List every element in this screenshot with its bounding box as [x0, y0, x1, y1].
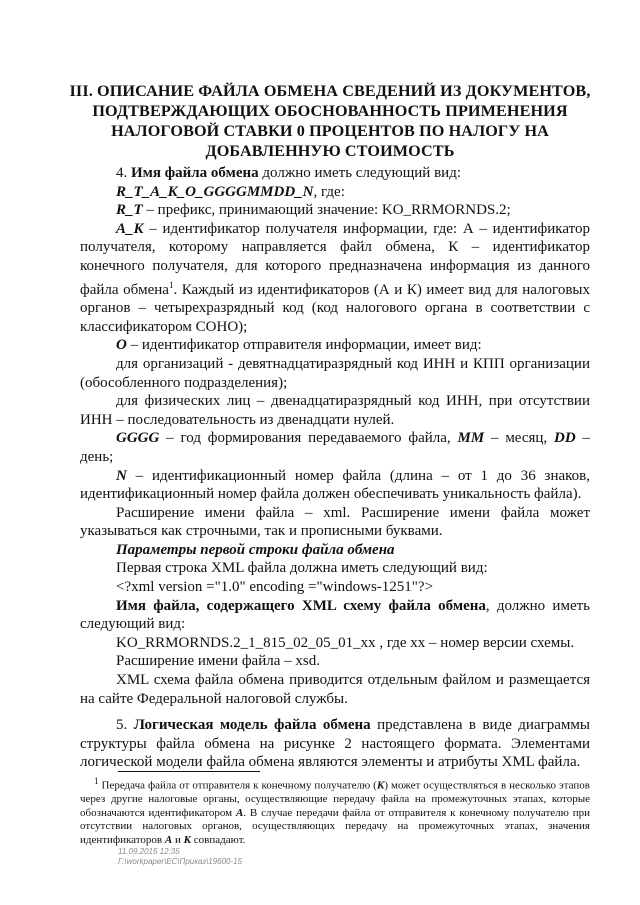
- title-line-3: НАЛОГОВОЙ СТАВКИ 0 ПРОЦЕНТОВ ПО НАЛОГУ НА: [111, 122, 549, 140]
- person-identifier: для физических лиц – двенадцатиразрядный код ИНН, при отсутствии ИНН – последовательность из двенадцати нулей.: [80, 393, 590, 428]
- title-line-2: ПОДТВЕРЖДАЮЩИХ ОБОСНОВАННОСТЬ ПРИМЕНЕНИЯ: [92, 102, 568, 120]
- title-line-4: ДОБАВЛЕННУЮ СТОИМОСТЬ: [205, 142, 455, 160]
- footnote: [80, 775, 590, 848]
- document-body: [80, 164, 590, 772]
- xml-schema-paragraph: XML схема файла обмена приводится отдельным файлом и размещается на сайте Федеральной налоговой службы.: [80, 672, 590, 707]
- date-definition: GGGG – год формирования передаваемого файла, MM – месяц, DD – день;: [80, 430, 591, 465]
- extension-paragraph: Расширение имени файла – xml. Расширение имени файла может указываться как строчными, так и прописными буквами.: [80, 504, 590, 540]
- paragraph-5: 5. Логическая модель файла обмена представлена в виде диаграммы структуры файла обмена на рисунке 2 настоящего формата. Элементами логической модели файла обмена являются элементы и атрибуты XML файла.: [80, 717, 590, 771]
- params-heading: Параметры первой строки файла обмена: [116, 541, 395, 558]
- file-name-pattern: R_T_A_K_O_GGGGMMDD_N, где:: [116, 183, 345, 200]
- footnote-text: $^1$ Передача файла от отправителя к конечному получателю (К) может осуществляться в несколько этапов через другие налоговые органы, осуществляющие передачу файла на промежуточных этапах, которые обозначаются идентификатором А. В случае передачи файла от отправителя к конечному получателю при отсутствии налоговых органов, осуществляющих передачу на промежуточных этапах, значения идентификаторов А и К совпадают.: [80, 776, 591, 847]
- footnote-divider: [118, 771, 260, 772]
- prefix-definition: R_T – префикс, принимающий значение: KO_RRMORNDS.2;: [116, 202, 511, 219]
- title-line-1: III. ОПИСАНИЕ ФАЙЛА ОБМЕНА СВЕДЕНИЙ ИЗ ДОКУМЕНТОВ,: [69, 82, 591, 100]
- stamp-path: Г:\workpaper\ЕС\Приказ\19600-15: [118, 857, 243, 866]
- xml-declaration: <?xml version ="1.0" encoding ="windows-1251"?>: [116, 579, 434, 596]
- file-name-heading: Имя файла обмена: [131, 165, 259, 181]
- org-identifier: для организаций - девятнадцатиразрядный код ИНН и КПП организации (обособленного подразделения);: [80, 355, 590, 391]
- schema-paragraph: Имя файла, содержащего XML схему файла обмена, должно иметь следующий вид:: [80, 597, 590, 633]
- number-definition: N – идентификационный номер файла (длина – от 1 до 36 знаков, идентификационный номер файла должен обеспечивать уникальность файла).: [80, 467, 590, 503]
- stamp-date: 11.09.2015 12:35: [118, 847, 180, 856]
- footnote-mark: 1: [94, 776, 99, 786]
- section-title: [60, 81, 600, 161]
- recipient-definition: A_K – идентификатор получателя информации, где: А – идентификатор получателя, которому направляется файл обмена, К – идентификатор конечного получателя, для которого предназначена информация из данного файла обмена$^1$. Каждый из идентификаторов (А и К) имеет вид для налоговых органов – четырехразрядный код (код налогового органа в соответствии с классификатором СОНО);: [80, 220, 590, 335]
- sender-definition: O – идентификатор отправителя информации, имеет вид:: [116, 337, 482, 354]
- xsd-extension: Расширение имени файла – xsd.: [116, 653, 320, 670]
- logical-model-heading: Логическая модель файла обмена: [133, 717, 371, 734]
- first-line-paragraph: Первая строка XML файла должна иметь следующий вид:: [116, 560, 488, 577]
- footnote-ref: 1: [168, 279, 174, 290]
- paragraph-4: 4. Имя файла обмена должно иметь следующий вид:: [116, 165, 461, 181]
- print-stamp: [118, 847, 242, 867]
- schema-file-name: KO_RRMORNDS.2_1_815_02_05_01_xx , где хх – номер версии схемы.: [116, 634, 575, 651]
